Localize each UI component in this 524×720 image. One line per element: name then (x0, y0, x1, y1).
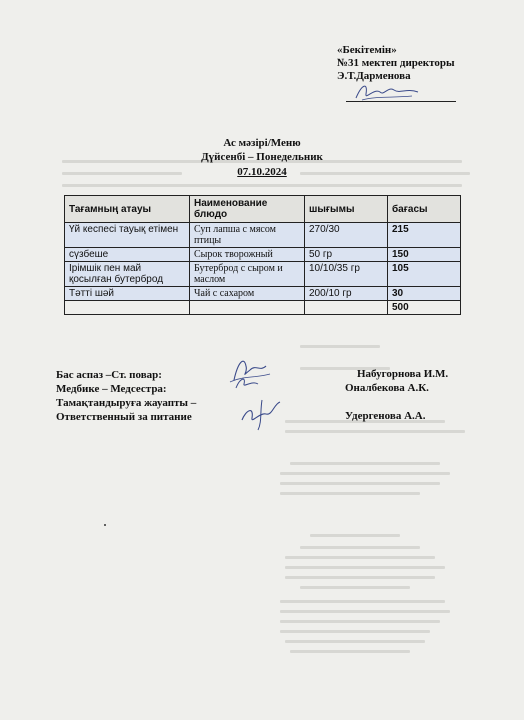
table-row (65, 223, 461, 248)
bleed-through-mark (290, 462, 440, 465)
responsible-role-ru: Ответственный за питание (56, 411, 192, 423)
bleed-through-mark (285, 430, 465, 433)
approval-director-name: Э.Т.Дарменова (337, 70, 411, 82)
menu-title: Ас мәзірі/Меню (223, 137, 301, 149)
dish-kz: Ірімшік пен май қосылған бутерброд (65, 262, 190, 287)
bleed-through-mark (300, 586, 410, 589)
total-empty-cell (190, 301, 305, 315)
dish-kz: Үй кеспесі тауық етімен (65, 223, 190, 248)
dish-price: 215 (388, 223, 461, 248)
nurse-role: Медбике – Медсестра: (56, 383, 167, 395)
bleed-through-mark (285, 556, 435, 559)
responsible-signature (236, 396, 284, 432)
dish-kz: Тәтті шәй (65, 287, 190, 301)
dish-ru: Бутерброд с сыром и маслом (190, 262, 305, 287)
bleed-through-mark (285, 566, 445, 569)
dish-ru: Сырок творожный (190, 248, 305, 262)
bleed-through-mark (300, 546, 420, 549)
total-price: 500 (388, 301, 461, 315)
bleed-through-mark (62, 184, 462, 187)
dish-price: 105 (388, 262, 461, 287)
total-empty-cell (305, 301, 388, 315)
header-price: бағасы (388, 196, 461, 223)
bleed-through-mark (285, 640, 425, 643)
dish-ru: Чай с сахаром (190, 287, 305, 301)
bleed-through-mark (290, 650, 410, 653)
bleed-through-mark (300, 345, 380, 348)
bleed-through-mark (280, 600, 445, 603)
dish-yield: 10/10/35 гр (305, 262, 388, 287)
header-ru-name: Наименование блюдо (190, 196, 305, 223)
bleed-through-mark (280, 492, 420, 495)
dish-kz: сүзбеше (65, 248, 190, 262)
header-kz-name: Тағамның атауы (65, 196, 190, 223)
bleed-through-mark (280, 472, 450, 475)
cook-role: Бас аспаз –Ст. повар: (56, 369, 162, 381)
bleed-through-mark (280, 610, 450, 613)
dish-yield: 270/30 (305, 223, 388, 248)
approval-position: №31 мектеп директоры (337, 57, 455, 69)
dish-yield: 200/10 гр (305, 287, 388, 301)
table-total-row (65, 301, 461, 315)
bleed-through-mark (280, 630, 430, 633)
signature-underline (346, 101, 456, 102)
menu-day: Дүйсенбі – Понедельник (201, 151, 323, 163)
page-speck (104, 524, 106, 526)
dish-yield: 50 гр (305, 248, 388, 262)
bleed-through-mark (280, 620, 440, 623)
nurse-name: Оналбекова А.К. (345, 382, 429, 394)
header-yield: шығымы (305, 196, 388, 223)
bleed-through-mark (310, 534, 400, 537)
responsible-name: Удергенова А.А. (345, 410, 426, 422)
cook-name: Набугорнова И.М. (357, 368, 449, 380)
table-row (65, 248, 461, 262)
approval-block (337, 44, 455, 83)
table-header-row (65, 196, 461, 223)
approval-heading: «Бекітемін» (337, 44, 397, 56)
table-row (65, 287, 461, 301)
dish-ru: Суп лапша с мясом птицы (190, 223, 305, 248)
nurse-signature (232, 372, 262, 392)
dish-price: 30 (388, 287, 461, 301)
menu-table (64, 195, 461, 315)
bleed-through-mark (280, 482, 440, 485)
staff-block (56, 368, 196, 424)
dish-price: 150 (388, 248, 461, 262)
total-empty-cell (65, 301, 190, 315)
menu-date: 07.10.2024 (237, 166, 287, 178)
bleed-through-mark (285, 576, 435, 579)
responsible-role-kz: Тамақтандыруға жауапты – (56, 397, 197, 409)
table-row (65, 262, 461, 287)
